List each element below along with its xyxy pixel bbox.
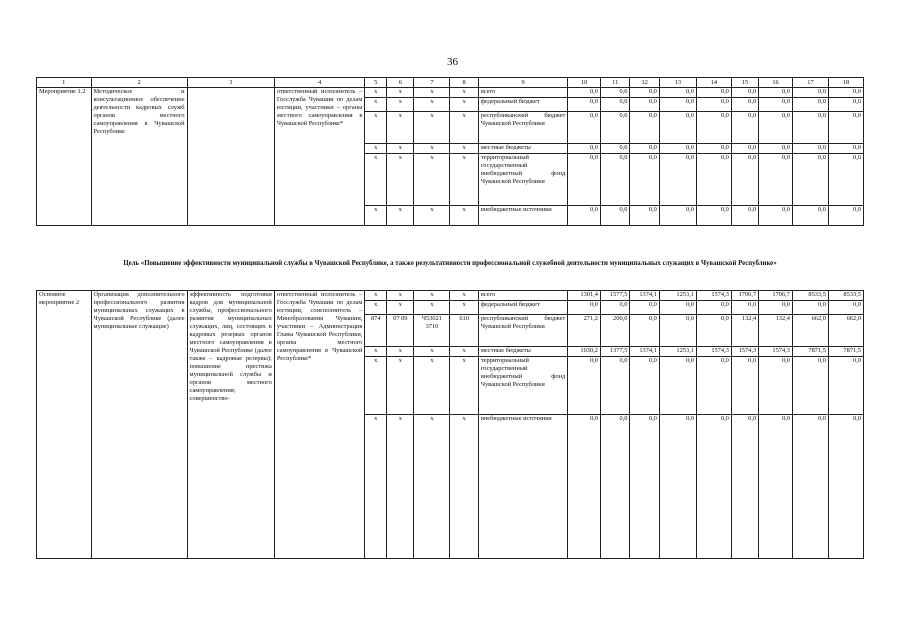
value-cell: 0,0	[759, 415, 793, 559]
value-cell: 1030,2	[568, 347, 601, 357]
col-number: 15	[731, 78, 758, 88]
value-cell: 1577,5	[600, 291, 629, 301]
value-cell: 0,0	[731, 154, 758, 206]
value-cell: 0,0	[568, 112, 601, 144]
budget-code-cell: 07 09	[387, 315, 414, 347]
funding-source-cell: республиканский бюджет Чувашской Республики	[478, 315, 567, 347]
budget-code-cell: x	[365, 112, 387, 144]
budget-code-cell: x	[365, 98, 387, 112]
funding-source-cell: территориальный государственный внебюджетный фонд Чувашской Республики	[478, 154, 567, 206]
value-cell: 0,0	[568, 301, 601, 315]
funding-source-cell: внебюджетные источники	[478, 415, 567, 559]
value-cell: 0,0	[731, 206, 758, 226]
value-cell: 0,0	[828, 112, 863, 144]
measure-name-cell: Основное мероприятие 2	[37, 291, 92, 559]
budget-code-cell: x	[414, 206, 450, 226]
budget-code-cell: x	[450, 347, 478, 357]
col-number: 1	[37, 78, 92, 88]
value-cell: 0,0	[600, 88, 629, 98]
budget-code-cell: x	[414, 112, 450, 144]
budget-code-cell: x	[450, 88, 478, 98]
measure-description-cell: Организация дополнительного профессионального развития муниципальных служащих в Чувашской Республике (далее муниципальные служащие)	[91, 291, 187, 559]
value-cell: 0,0	[792, 88, 828, 98]
value-cell: 0,0	[659, 88, 696, 98]
budget-code-cell: x	[450, 112, 478, 144]
value-cell: 1374,1	[630, 347, 659, 357]
budget-code-cell: x	[365, 291, 387, 301]
value-cell: 0,0	[696, 144, 731, 154]
budget-code-cell: x	[387, 112, 414, 144]
value-cell: 0,0	[600, 206, 629, 226]
value-cell: 0,0	[731, 88, 758, 98]
budget-code-cell: x	[387, 357, 414, 415]
value-cell: 0,0	[696, 415, 731, 559]
value-cell: 0,0	[696, 206, 731, 226]
value-cell: 271,2	[568, 315, 601, 347]
value-cell: 0,0	[600, 144, 629, 154]
value-cell: 0,0	[630, 112, 659, 144]
value-cell: 0,0	[696, 315, 731, 347]
value-cell: 0,0	[630, 206, 659, 226]
value-cell: 1574,3	[731, 347, 758, 357]
budget-code-cell: x	[365, 206, 387, 226]
budget-code-cell: x	[387, 291, 414, 301]
value-cell: 0,0	[568, 206, 601, 226]
budget-code-cell: x	[387, 206, 414, 226]
funding-source-cell: республиканский бюджет Чувашской Республики	[478, 112, 567, 144]
value-cell: 1253,1	[659, 291, 696, 301]
value-cell: 0,0	[696, 154, 731, 206]
value-cell: 0,0	[600, 301, 629, 315]
value-cell: 0,0	[696, 357, 731, 415]
budget-code-cell: x	[414, 98, 450, 112]
value-cell: 132,4	[759, 315, 793, 347]
executor-cell: ответственный исполнитель – Госслужба Чувашии по делам юстиции, участники – органы местного самоуправления в Чувашской Республике*	[274, 88, 365, 226]
value-cell: 1706,7	[731, 291, 758, 301]
funding-source-cell: всего	[478, 291, 567, 301]
value-cell: 0,0	[792, 357, 828, 415]
budget-code-cell: x	[450, 144, 478, 154]
funding-source-cell: местные бюджеты	[478, 144, 567, 154]
value-cell: 0,0	[828, 357, 863, 415]
value-cell: 0,0	[659, 154, 696, 206]
executor-cell: ответственный исполнитель – Госслужба Чувашии по делам юстиции, соисполнитель – Минобразования Чувашии, участники – Администрация Главы Чувашской Республики, органы местного самоуправления в Чувашской Республике*	[274, 291, 365, 559]
value-cell: 0,0	[659, 357, 696, 415]
col-number: 18	[828, 78, 863, 88]
value-cell: 0,0	[792, 206, 828, 226]
value-cell: 0,0	[630, 415, 659, 559]
budget-code-cell: x	[450, 98, 478, 112]
table-row	[37, 88, 864, 98]
budget-table-measure-1-2	[36, 77, 864, 226]
value-cell: 0,0	[630, 315, 659, 347]
value-cell: 1574,3	[759, 347, 793, 357]
col-number: 9	[478, 78, 567, 88]
value-cell: 0,0	[600, 357, 629, 415]
value-cell: 0,0	[828, 301, 863, 315]
value-cell: 0,0	[759, 301, 793, 315]
value-cell: 0,0	[600, 415, 629, 559]
budget-code-cell: x	[414, 154, 450, 206]
value-cell: 0,0	[568, 88, 601, 98]
budget-code-cell: x	[365, 357, 387, 415]
value-cell: 0,0	[659, 98, 696, 112]
value-cell: 0,0	[828, 144, 863, 154]
value-cell: 0,0	[630, 301, 659, 315]
value-cell: 8533,5	[828, 291, 863, 301]
value-cell: 0,0	[731, 98, 758, 112]
col-number: 2	[91, 78, 187, 88]
budget-code-cell: x	[450, 415, 478, 559]
col-number: 17	[792, 78, 828, 88]
col-number: 13	[659, 78, 696, 88]
budget-code-cell: x	[414, 357, 450, 415]
value-cell: 662,0	[792, 315, 828, 347]
budget-code-cell: x	[365, 347, 387, 357]
value-cell: 0,0	[659, 112, 696, 144]
budget-code-cell: x	[414, 347, 450, 357]
value-cell: 1301,4	[568, 291, 601, 301]
budget-code-cell: x	[365, 301, 387, 315]
budget-code-cell: x	[414, 301, 450, 315]
value-cell: 0,0	[696, 112, 731, 144]
value-cell: 0,0	[759, 357, 793, 415]
budget-code-cell: x	[365, 88, 387, 98]
value-cell: 0,0	[630, 154, 659, 206]
value-cell: 0,0	[792, 301, 828, 315]
value-cell: 0,0	[731, 357, 758, 415]
budget-code-cell: x	[414, 88, 450, 98]
budget-code-cell: x	[387, 154, 414, 206]
value-cell: 0,0	[759, 154, 793, 206]
value-cell: 0,0	[828, 98, 863, 112]
budget-code-cell: x	[387, 144, 414, 154]
value-cell: 132,4	[731, 315, 758, 347]
value-cell: 0,0	[659, 301, 696, 315]
value-cell: 0,0	[759, 98, 793, 112]
value-cell: 0,0	[759, 206, 793, 226]
value-cell: 0,0	[630, 357, 659, 415]
value-cell: 0,0	[792, 98, 828, 112]
value-cell: 0,0	[792, 112, 828, 144]
value-cell: 0,0	[828, 88, 863, 98]
value-cell: 1574,3	[696, 347, 731, 357]
goal-heading: Цель «Повышение эффективности муниципальной службы в Чувашской Республике, а также результативности профессиональной служебной деятельности муниципальных служащих в Чувашской Республике»	[123, 260, 777, 267]
value-cell: 0,0	[828, 415, 863, 559]
value-cell: 0,0	[568, 144, 601, 154]
value-cell: 0,0	[568, 98, 601, 112]
value-cell: 0,0	[731, 301, 758, 315]
expected-result-cell: эффективность подготовки кадров для муниципальной службы, профессионального развития муниципальных служащих, лиц, состоящих в кадровых резервах органов местного самоуправления в Чувашской Республике (далее также – кадровые резервы); повышение престижа муниципальной службы и органов местного самоуправления; совершенство-	[187, 291, 274, 559]
value-cell: 1574,3	[696, 291, 731, 301]
budget-code-cell: 610	[450, 315, 478, 347]
value-cell: 0,0	[731, 415, 758, 559]
budget-code-cell: x	[387, 301, 414, 315]
budget-code-cell: x	[450, 154, 478, 206]
col-number: 5	[365, 78, 387, 88]
value-cell: 0,0	[731, 144, 758, 154]
budget-code-cell: x	[450, 206, 478, 226]
value-cell: 0,0	[568, 415, 601, 559]
budget-code-cell: x	[387, 415, 414, 559]
value-cell: 0,0	[792, 154, 828, 206]
value-cell: 0,0	[792, 415, 828, 559]
value-cell: 200,0	[600, 315, 629, 347]
value-cell: 0,0	[828, 154, 863, 206]
value-cell: 1374,1	[630, 291, 659, 301]
col-number: 12	[630, 78, 659, 88]
value-cell: 0,0	[600, 112, 629, 144]
budget-table-main-measure-2	[36, 290, 864, 559]
value-cell: 662,0	[828, 315, 863, 347]
value-cell: 0,0	[659, 144, 696, 154]
funding-source-cell: федеральный бюджет	[478, 301, 567, 315]
col-number: 4	[274, 78, 365, 88]
budget-code-cell: Ч53021 3710	[414, 315, 450, 347]
col-number: 16	[759, 78, 793, 88]
funding-source-cell: внебюджетные источники	[478, 206, 567, 226]
budget-code-cell: x	[387, 347, 414, 357]
value-cell: 0,0	[731, 112, 758, 144]
value-cell: 0,0	[828, 206, 863, 226]
value-cell: 1377,5	[600, 347, 629, 357]
value-cell: 0,0	[759, 144, 793, 154]
budget-code-cell: x	[414, 144, 450, 154]
value-cell: 0,0	[696, 301, 731, 315]
value-cell: 0,0	[659, 315, 696, 347]
value-cell: 0,0	[630, 88, 659, 98]
value-cell: 7871,5	[792, 347, 828, 357]
value-cell: 1253,1	[659, 347, 696, 357]
value-cell: 0,0	[568, 357, 601, 415]
value-cell: 0,0	[600, 98, 629, 112]
funding-source-cell: территориальный государственный внебюджетный фонд Чувашской Республики	[478, 357, 567, 415]
value-cell: 1706,7	[759, 291, 793, 301]
budget-code-cell: x	[365, 154, 387, 206]
funding-source-cell: местные бюджеты	[478, 347, 567, 357]
budget-code-cell: x	[450, 301, 478, 315]
budget-code-cell: x	[450, 291, 478, 301]
value-cell: 0,0	[792, 144, 828, 154]
value-cell: 0,0	[759, 112, 793, 144]
value-cell: 0,0	[630, 144, 659, 154]
value-cell: 0,0	[568, 154, 601, 206]
value-cell: 0,0	[696, 98, 731, 112]
budget-code-cell: x	[414, 415, 450, 559]
value-cell: 0,0	[759, 88, 793, 98]
value-cell: 0,0	[630, 98, 659, 112]
col-number: 10	[568, 78, 601, 88]
budget-code-cell: x	[387, 88, 414, 98]
value-cell: 7871,5	[828, 347, 863, 357]
page-number: 36	[447, 56, 458, 68]
funding-source-cell: всего	[478, 88, 567, 98]
column-number-row	[37, 78, 864, 88]
budget-code-cell: x	[365, 415, 387, 559]
expected-result-cell	[187, 88, 274, 226]
col-number: 8	[450, 78, 478, 88]
col-number: 14	[696, 78, 731, 88]
measure-description-cell: Методическое и консультационное обеспечение деятельности кадровых служб органов местного самоуправления в Чувашской Республике	[91, 88, 187, 226]
col-number: 7	[414, 78, 450, 88]
measure-name-cell: Мероприятие 1.2	[37, 88, 92, 226]
funding-source-cell: федеральный бюджет	[478, 98, 567, 112]
budget-code-cell: x	[450, 357, 478, 415]
budget-code-cell: x	[365, 144, 387, 154]
col-number: 6	[387, 78, 414, 88]
table-row	[37, 291, 864, 301]
value-cell: 0,0	[696, 88, 731, 98]
budget-code-cell: x	[414, 291, 450, 301]
budget-code-cell: x	[387, 98, 414, 112]
budget-code-cell: 874	[365, 315, 387, 347]
col-number: 3	[187, 78, 274, 88]
value-cell: 0,0	[659, 415, 696, 559]
value-cell: 0,0	[600, 154, 629, 206]
value-cell: 8533,5	[792, 291, 828, 301]
col-number: 11	[600, 78, 629, 88]
value-cell: 0,0	[659, 206, 696, 226]
